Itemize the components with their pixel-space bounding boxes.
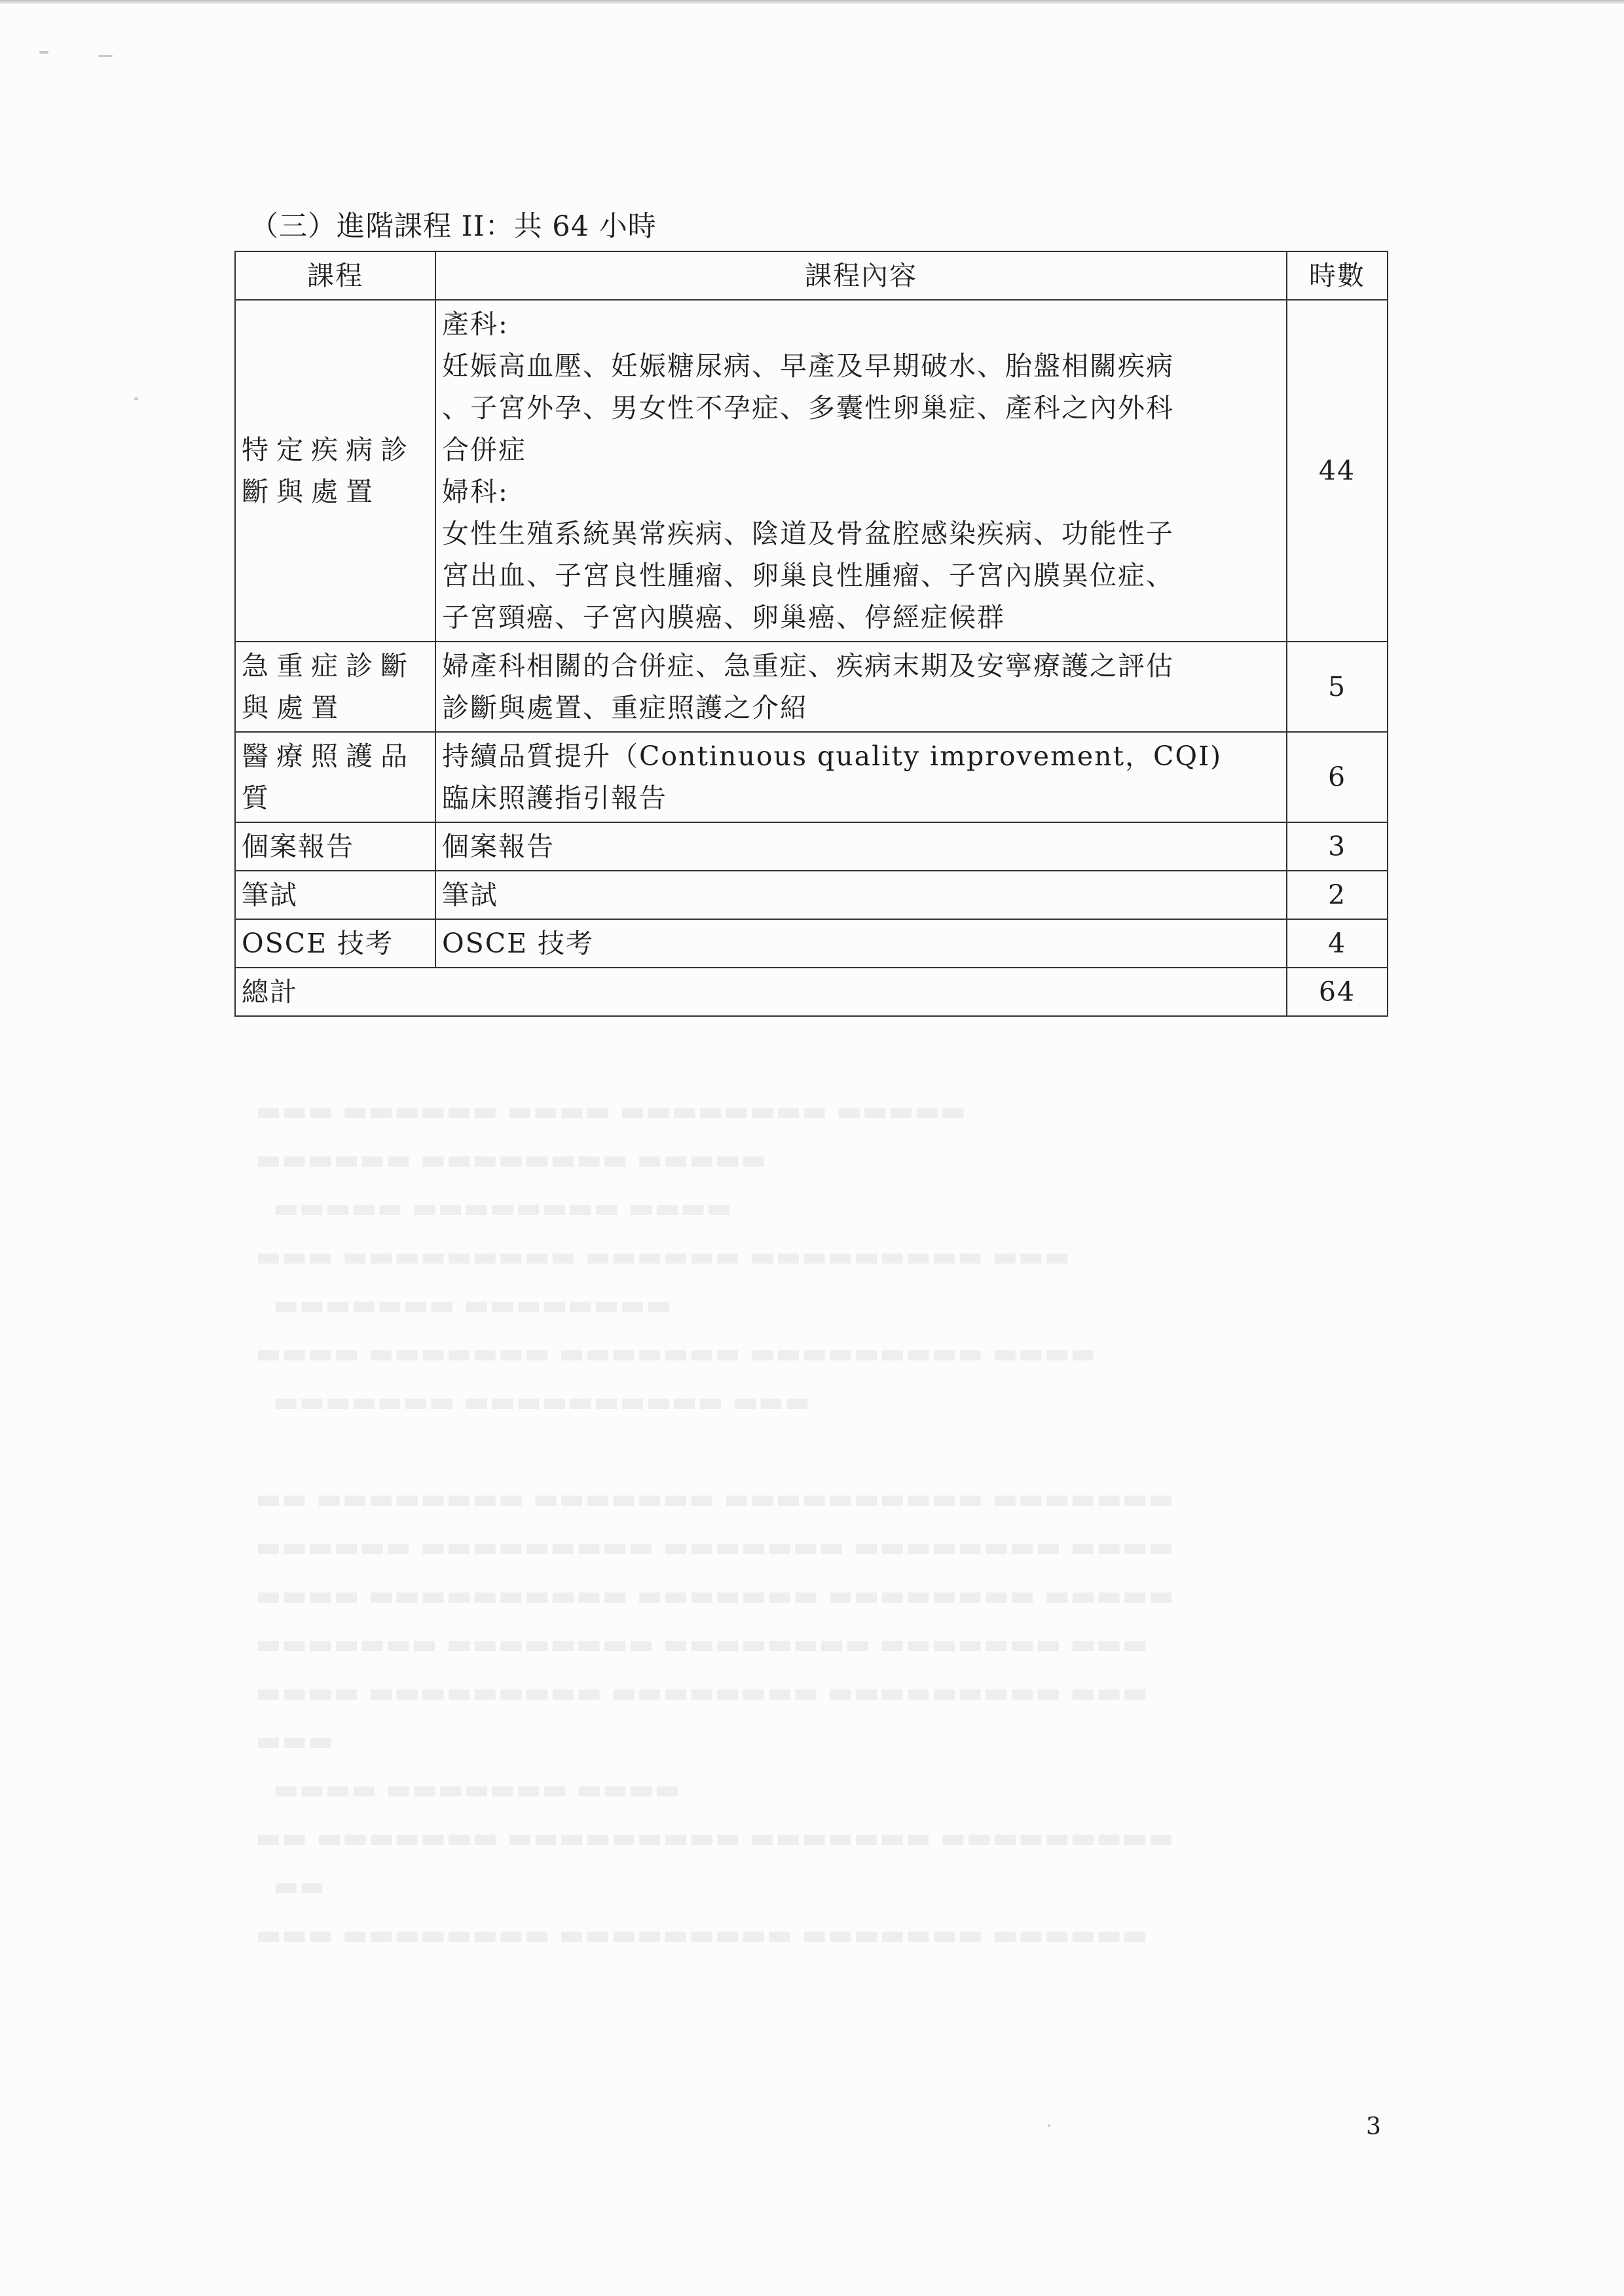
content-cell (435, 732, 1287, 822)
content-cell (435, 300, 1287, 642)
scan-speck (134, 397, 138, 400)
course-table (234, 251, 1388, 1017)
header-hours: 時數 (1287, 251, 1388, 300)
table-header-row (235, 251, 1388, 300)
header-course: 課程 (235, 251, 435, 300)
table-row (235, 642, 1388, 732)
course-cell: 個案報告 (235, 822, 435, 871)
bleed-through-texture: ▬▬▬ ▬▬▬▬▬▬ ▬▬▬▬ ▬▬▬▬▬▬▬▬ ▬▬▬▬▬ ▬▬▬▬▬▬ ▬▬▬▬▬▬▬▬ ▬▬▬▬▬ ▬▬▬▬▬ ▬▬▬▬▬▬▬▬ ▬▬▬▬ ▬▬▬ ▬▬▬▬▬▬▬▬▬ ▬▬▬▬▬▬ ▬▬▬▬▬▬▬▬▬ ▬▬▬ ▬▬▬▬▬▬▬ ▬▬▬▬▬▬▬▬ ▬▬▬▬ ▬▬▬▬▬▬▬ ▬▬▬▬▬▬▬ ▬▬▬▬▬▬▬▬▬ ▬▬▬▬ ▬▬▬▬▬▬▬ ▬▬▬▬▬▬▬▬▬▬ ▬▬▬ ▬▬ ▬▬▬▬▬▬▬▬ ▬▬▬▬▬▬▬ ▬▬▬▬▬▬▬▬▬▬ ▬▬▬▬▬▬▬ ▬▬▬▬▬▬ ▬▬▬▬▬▬▬▬▬ ▬▬▬▬▬▬▬ ▬▬▬▬▬▬▬▬ ▬▬▬▬ ▬▬▬▬ ▬▬▬▬▬▬▬▬▬▬ ▬▬▬▬▬▬▬ ▬▬▬▬▬▬▬▬ ▬▬▬▬▬ ▬▬▬▬▬▬▬ ▬▬▬▬▬▬▬▬ ▬▬▬▬▬▬▬▬ ▬▬▬▬▬▬▬ ▬▬▬ ▬▬▬▬ ▬▬▬▬▬▬▬▬▬ ▬▬▬▬▬▬▬▬ ▬▬▬▬▬▬▬▬▬ ▬▬▬ ▬▬▬ ▬▬▬▬ ▬▬▬▬▬▬▬ ▬▬▬▬ ▬▬ ▬▬▬▬▬▬▬ ▬▬▬▬▬▬▬▬▬ ▬▬▬▬▬▬▬ ▬▬▬▬▬▬▬▬▬ ▬▬ ▬▬▬ ▬▬▬▬▬▬▬▬ ▬▬▬▬▬▬▬▬▬ ▬▬▬▬▬▬▬ ▬▬▬▬▬▬ (255, 1095, 1174, 1950)
content-line: 產科: (442, 308, 509, 340)
content-line: 、子宮外孕、男女性不孕症、多囊性卵巢症、產科之內外科 (442, 392, 1174, 424)
header-content: 課程內容 (435, 251, 1287, 300)
content-line: 宮出血、子宮良性腫瘤、卵巢良性腫瘤、子宮內膜異位症、 (442, 560, 1174, 591)
content-line: 診斷與處置、重症照護之介紹 (442, 692, 808, 723)
hours-cell: 3 (1287, 822, 1388, 871)
hours-cell: 44 (1287, 300, 1388, 642)
course-cell (235, 732, 435, 822)
hours-cell: 5 (1287, 642, 1388, 732)
course-cell (235, 642, 435, 732)
content-line: 婦產科相關的合併症、急重症、疾病末期及安寧療護之評估 (442, 650, 1174, 682)
hours-cell: 2 (1287, 871, 1388, 919)
content-line: 妊娠高血壓、妊娠糖尿病、早產及早期破水、胎盤相關疾病 (442, 350, 1174, 382)
content-line: 臨床照護指引報告 (442, 782, 667, 814)
scan-speck (98, 55, 113, 57)
table-row (235, 871, 1388, 919)
course-cell: 筆試 (235, 871, 435, 919)
content-line: 子宮頸癌、子宮內膜癌、卵巢癌、停經症候群 (442, 602, 1005, 633)
course-line: 斷與處置 (242, 476, 380, 507)
table-row (235, 919, 1388, 968)
content-line: 女性生殖系統異常疾病、陰道及骨盆腔感染疾病、功能性子 (442, 518, 1174, 549)
content-cell: 筆試 (435, 871, 1287, 919)
course-line: 特定疾病診 (242, 434, 415, 465)
total-row (235, 968, 1388, 1016)
scan-top-edge (0, 0, 1624, 4)
table-row (235, 300, 1388, 642)
course-line: 質 (242, 782, 276, 814)
total-hours: 64 (1287, 968, 1388, 1016)
page-number: 3 (1366, 2113, 1381, 2140)
course-line: 與處置 (242, 692, 346, 723)
content-cell (435, 642, 1287, 732)
content-line: 婦科: (442, 476, 509, 507)
content-cell: 個案報告 (435, 822, 1287, 871)
scan-speck (1048, 2124, 1050, 2127)
table-row (235, 822, 1388, 871)
course-line: 醫療照護品 (242, 740, 415, 772)
scan-speck (39, 51, 48, 54)
hours-cell: 6 (1287, 732, 1388, 822)
content-line: 持續品質提升（Continuous quality improvement，CQI) (442, 740, 1223, 772)
content-line: 合併症 (442, 434, 526, 465)
course-cell: OSCE 技考 (235, 919, 435, 968)
content-cell: OSCE 技考 (435, 919, 1287, 968)
course-line: 急重症診斷 (242, 650, 415, 682)
table-row (235, 732, 1388, 822)
course-cell (235, 300, 435, 642)
hours-cell: 4 (1287, 919, 1388, 968)
total-label: 總計 (235, 968, 1287, 1016)
section-title: （三）進階課程 II：共 64 小時 (250, 210, 657, 243)
